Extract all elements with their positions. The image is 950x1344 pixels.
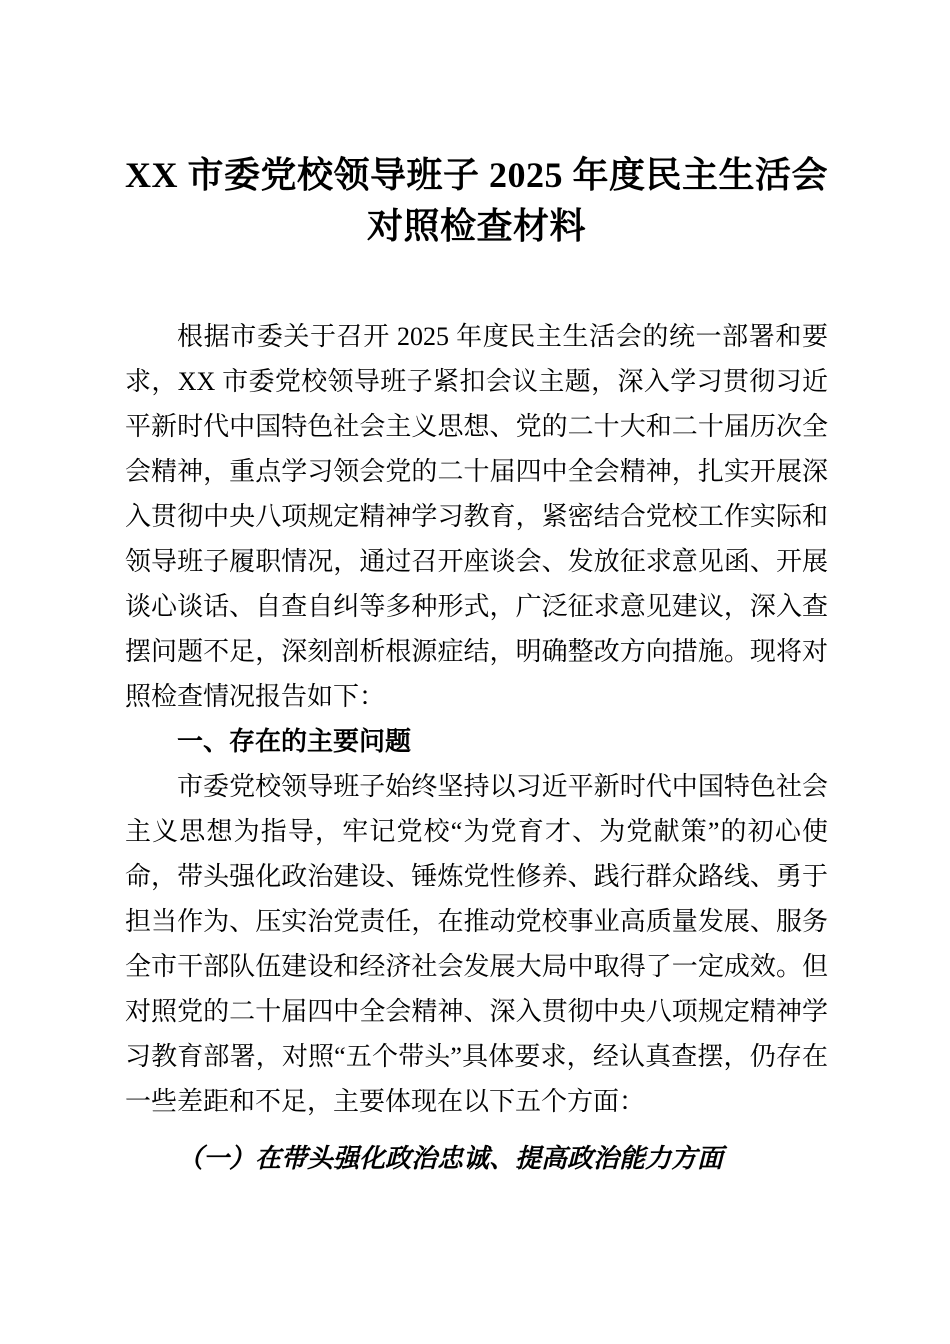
document-title: XX 市委党校领导班子 2025 年度民主生活会对照检查材料 [125,155,828,247]
intro-paragraph: 根据市委关于召开 2025 年度民主生活会的统一部署和要求，XX 市委党校领导班子紧扣会议主题，深入学习贯彻习近平新时代中国特色社会主义思想、党的二十大和二十届历次全会精神，重点学习领会党的二十届四中全会精神，扎实开展深入贯彻中央八项规定精神学习教育，紧密结合党校工作实际和领导班子履职情况，通过召开座谈会、发放征求意见函、开展谈心谈话、自查自纠等多种形式，广泛征求意见建议，深入查摆问题不足，深刻剖析根源症结，明确整改方向措施。现将对照检查情况报告如下： [125,322,828,712]
section-1-paragraph: 市委党校领导班子始终坚持以习近平新时代中国特色社会主义思想为指导，牢记党校“为党育才、为党献策”的初心使命，带头强化政治建设、锤炼党性修养、践行群众路线、勇于担当作为、压实治党责任，在推动党校事业高质量发展、服务全市干部队伍建设和经济社会发展大局中取得了一定成效。但对照党的二十届四中全会精神、深入贯彻中央八项规定精神学习教育部署，对照“五个带头”具体要求，经认真查摆，仍存在一些差距和不足，主要体现在以下五个方面： [125,772,828,1117]
subsection-1-heading: （一）在带头强化政治忠诚、提高政治能力方面 [177,1144,724,1174]
section-1-heading: 一、存在的主要问题 [177,726,412,757]
